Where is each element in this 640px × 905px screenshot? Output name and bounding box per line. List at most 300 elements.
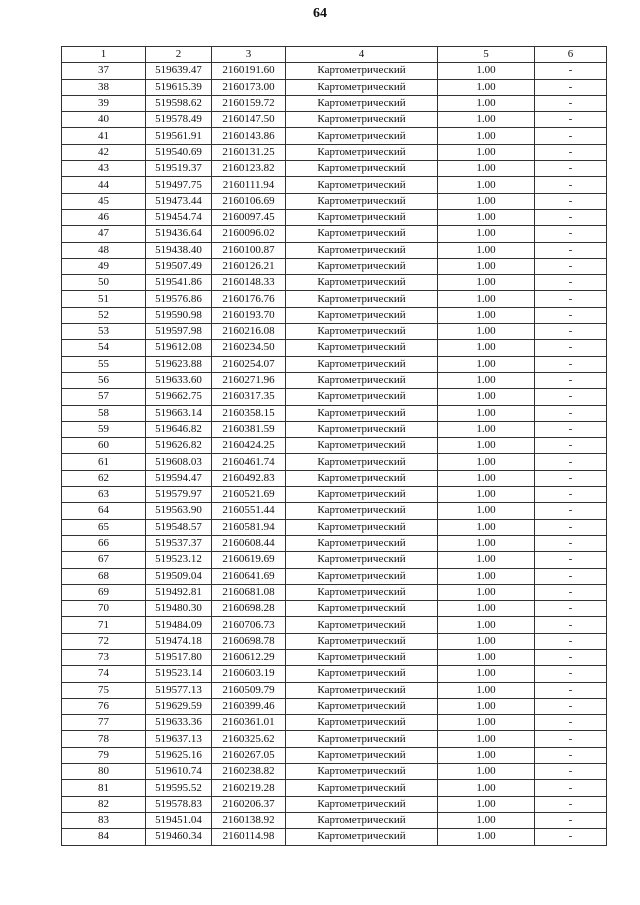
table-row <box>62 242 607 258</box>
point-number-cell: 50 <box>62 275 146 291</box>
method-cell: Картометрический <box>286 438 438 454</box>
table-row <box>62 389 607 405</box>
note-cell: - <box>535 601 607 617</box>
note-cell: - <box>535 503 607 519</box>
note-cell: - <box>535 470 607 486</box>
accuracy-cell: 1.00 <box>438 63 535 79</box>
accuracy-cell: 1.00 <box>438 487 535 503</box>
note-cell: - <box>535 438 607 454</box>
accuracy-cell: 1.00 <box>438 780 535 796</box>
method-cell: Картометрический <box>286 487 438 503</box>
x-coordinate-cell: 519561.91 <box>146 128 212 144</box>
y-coordinate-cell: 2160216.08 <box>212 324 286 340</box>
x-coordinate-cell: 519548.57 <box>146 519 212 535</box>
point-number-cell: 84 <box>62 829 146 845</box>
y-coordinate-cell: 2160612.29 <box>212 649 286 665</box>
method-cell: Картометрический <box>286 584 438 600</box>
table-row <box>62 552 607 568</box>
point-number-cell: 56 <box>62 372 146 388</box>
table-row <box>62 454 607 470</box>
table-row <box>62 438 607 454</box>
x-coordinate-cell: 519563.90 <box>146 503 212 519</box>
header-cell: 3 <box>212 47 286 63</box>
note-cell: - <box>535 177 607 193</box>
method-cell: Картометрический <box>286 519 438 535</box>
note-cell: - <box>535 389 607 405</box>
x-coordinate-cell: 519519.37 <box>146 161 212 177</box>
point-number-cell: 66 <box>62 535 146 551</box>
method-cell: Картометрический <box>286 617 438 633</box>
table-row <box>62 226 607 242</box>
header-cell: 1 <box>62 47 146 63</box>
note-cell: - <box>535 649 607 665</box>
x-coordinate-cell: 519541.86 <box>146 275 212 291</box>
method-cell: Картометрический <box>286 535 438 551</box>
point-number-cell: 61 <box>62 454 146 470</box>
table-row <box>62 601 607 617</box>
note-cell: - <box>535 324 607 340</box>
table-body <box>62 63 607 845</box>
method-cell: Картометрический <box>286 764 438 780</box>
point-number-cell: 65 <box>62 519 146 535</box>
accuracy-cell: 1.00 <box>438 389 535 405</box>
table-row <box>62 112 607 128</box>
note-cell: - <box>535 552 607 568</box>
accuracy-cell: 1.00 <box>438 193 535 209</box>
point-number-cell: 41 <box>62 128 146 144</box>
note-cell: - <box>535 698 607 714</box>
accuracy-cell: 1.00 <box>438 421 535 437</box>
method-cell: Картометрический <box>286 633 438 649</box>
method-cell: Картометрический <box>286 470 438 486</box>
x-coordinate-cell: 519579.97 <box>146 487 212 503</box>
y-coordinate-cell: 2160148.33 <box>212 275 286 291</box>
table-row <box>62 829 607 845</box>
point-number-cell: 78 <box>62 731 146 747</box>
accuracy-cell: 1.00 <box>438 731 535 747</box>
note-cell: - <box>535 128 607 144</box>
x-coordinate-cell: 519608.03 <box>146 454 212 470</box>
accuracy-cell: 1.00 <box>438 503 535 519</box>
x-coordinate-cell: 519633.60 <box>146 372 212 388</box>
table-row <box>62 340 607 356</box>
method-cell: Картометрический <box>286 666 438 682</box>
note-cell: - <box>535 666 607 682</box>
point-number-cell: 42 <box>62 144 146 160</box>
table-row <box>62 470 607 486</box>
y-coordinate-cell: 2160325.62 <box>212 731 286 747</box>
point-number-cell: 55 <box>62 356 146 372</box>
y-coordinate-cell: 2160106.69 <box>212 193 286 209</box>
accuracy-cell: 1.00 <box>438 796 535 812</box>
point-number-cell: 53 <box>62 324 146 340</box>
header-cell: 2 <box>146 47 212 63</box>
x-coordinate-cell: 519523.14 <box>146 666 212 682</box>
note-cell: - <box>535 144 607 160</box>
y-coordinate-cell: 2160111.94 <box>212 177 286 193</box>
note-cell: - <box>535 307 607 323</box>
table-row <box>62 372 607 388</box>
method-cell: Картометрический <box>286 209 438 225</box>
method-cell: Картометрический <box>286 780 438 796</box>
x-coordinate-cell: 519484.09 <box>146 617 212 633</box>
note-cell: - <box>535 454 607 470</box>
method-cell: Картометрический <box>286 503 438 519</box>
accuracy-cell: 1.00 <box>438 177 535 193</box>
accuracy-cell: 1.00 <box>438 242 535 258</box>
point-number-cell: 43 <box>62 161 146 177</box>
method-cell: Картометрический <box>286 698 438 714</box>
note-cell: - <box>535 617 607 633</box>
note-cell: - <box>535 63 607 79</box>
y-coordinate-cell: 2160100.87 <box>212 242 286 258</box>
note-cell: - <box>535 747 607 763</box>
y-coordinate-cell: 2160619.69 <box>212 552 286 568</box>
table-row <box>62 63 607 79</box>
table-row <box>62 275 607 291</box>
note-cell: - <box>535 584 607 600</box>
table-row <box>62 731 607 747</box>
method-cell: Картометрический <box>286 601 438 617</box>
point-number-cell: 45 <box>62 193 146 209</box>
x-coordinate-cell: 519577.13 <box>146 682 212 698</box>
page-number: 64 <box>313 6 327 21</box>
method-cell: Картометрический <box>286 112 438 128</box>
header-row <box>62 47 607 63</box>
x-coordinate-cell: 519492.81 <box>146 584 212 600</box>
y-coordinate-cell: 2160698.28 <box>212 601 286 617</box>
y-coordinate-cell: 2160271.96 <box>212 372 286 388</box>
y-coordinate-cell: 2160361.01 <box>212 715 286 731</box>
y-coordinate-cell: 2160358.15 <box>212 405 286 421</box>
x-coordinate-cell: 519610.74 <box>146 764 212 780</box>
y-coordinate-cell: 2160173.00 <box>212 79 286 95</box>
x-coordinate-cell: 519639.47 <box>146 63 212 79</box>
table-row <box>62 79 607 95</box>
accuracy-cell: 1.00 <box>438 747 535 763</box>
point-number-cell: 73 <box>62 649 146 665</box>
x-coordinate-cell: 519626.82 <box>146 438 212 454</box>
note-cell: - <box>535 535 607 551</box>
y-coordinate-cell: 2160131.25 <box>212 144 286 160</box>
x-coordinate-cell: 519509.04 <box>146 568 212 584</box>
x-coordinate-cell: 519662.75 <box>146 389 212 405</box>
table-row <box>62 715 607 731</box>
note-cell: - <box>535 731 607 747</box>
note-cell: - <box>535 193 607 209</box>
point-number-cell: 77 <box>62 715 146 731</box>
y-coordinate-cell: 2160254.07 <box>212 356 286 372</box>
point-number-cell: 63 <box>62 487 146 503</box>
note-cell: - <box>535 780 607 796</box>
method-cell: Картометрический <box>286 682 438 698</box>
y-coordinate-cell: 2160521.69 <box>212 487 286 503</box>
point-number-cell: 57 <box>62 389 146 405</box>
accuracy-cell: 1.00 <box>438 275 535 291</box>
table-row <box>62 796 607 812</box>
accuracy-cell: 1.00 <box>438 829 535 845</box>
x-coordinate-cell: 519629.59 <box>146 698 212 714</box>
accuracy-cell: 1.00 <box>438 226 535 242</box>
y-coordinate-cell: 2160097.45 <box>212 209 286 225</box>
method-cell: Картометрический <box>286 715 438 731</box>
note-cell: - <box>535 829 607 845</box>
point-number-cell: 70 <box>62 601 146 617</box>
method-cell: Картометрический <box>286 649 438 665</box>
x-coordinate-cell: 519507.49 <box>146 258 212 274</box>
note-cell: - <box>535 421 607 437</box>
accuracy-cell: 1.00 <box>438 649 535 665</box>
y-coordinate-cell: 2160096.02 <box>212 226 286 242</box>
table-row <box>62 356 607 372</box>
x-coordinate-cell: 519615.39 <box>146 79 212 95</box>
y-coordinate-cell: 2160608.44 <box>212 535 286 551</box>
y-coordinate-cell: 2160159.72 <box>212 95 286 111</box>
y-coordinate-cell: 2160603.19 <box>212 666 286 682</box>
note-cell: - <box>535 633 607 649</box>
note-cell: - <box>535 568 607 584</box>
table-row <box>62 519 607 535</box>
x-coordinate-cell: 519576.86 <box>146 291 212 307</box>
point-number-cell: 52 <box>62 307 146 323</box>
point-number-cell: 39 <box>62 95 146 111</box>
table-row <box>62 487 607 503</box>
y-coordinate-cell: 2160138.92 <box>212 812 286 828</box>
table-row <box>62 617 607 633</box>
y-coordinate-cell: 2160641.69 <box>212 568 286 584</box>
table-row <box>62 421 607 437</box>
note-cell: - <box>535 79 607 95</box>
point-number-cell: 48 <box>62 242 146 258</box>
header-cell: 5 <box>438 47 535 63</box>
method-cell: Картометрический <box>286 324 438 340</box>
method-cell: Картометрический <box>286 340 438 356</box>
accuracy-cell: 1.00 <box>438 324 535 340</box>
accuracy-cell: 1.00 <box>438 291 535 307</box>
y-coordinate-cell: 2160147.50 <box>212 112 286 128</box>
table-row <box>62 780 607 796</box>
x-coordinate-cell: 519523.12 <box>146 552 212 568</box>
y-coordinate-cell: 2160234.50 <box>212 340 286 356</box>
table-row <box>62 682 607 698</box>
table-row <box>62 95 607 111</box>
method-cell: Картометрический <box>286 177 438 193</box>
accuracy-cell: 1.00 <box>438 812 535 828</box>
x-coordinate-cell: 519474.18 <box>146 633 212 649</box>
table-header <box>62 47 607 63</box>
accuracy-cell: 1.00 <box>438 128 535 144</box>
y-coordinate-cell: 2160509.79 <box>212 682 286 698</box>
table-row <box>62 144 607 160</box>
note-cell: - <box>535 258 607 274</box>
accuracy-cell: 1.00 <box>438 340 535 356</box>
accuracy-cell: 1.00 <box>438 601 535 617</box>
y-coordinate-cell: 2160176.76 <box>212 291 286 307</box>
accuracy-cell: 1.00 <box>438 715 535 731</box>
point-number-cell: 80 <box>62 764 146 780</box>
table-row <box>62 177 607 193</box>
coordinates-table <box>61 46 607 846</box>
note-cell: - <box>535 356 607 372</box>
x-coordinate-cell: 519594.47 <box>146 470 212 486</box>
table-row <box>62 324 607 340</box>
accuracy-cell: 1.00 <box>438 633 535 649</box>
method-cell: Картометрический <box>286 161 438 177</box>
x-coordinate-cell: 519590.98 <box>146 307 212 323</box>
point-number-cell: 69 <box>62 584 146 600</box>
table-row <box>62 535 607 551</box>
accuracy-cell: 1.00 <box>438 372 535 388</box>
method-cell: Картометрический <box>286 405 438 421</box>
accuracy-cell: 1.00 <box>438 112 535 128</box>
table-row <box>62 193 607 209</box>
accuracy-cell: 1.00 <box>438 161 535 177</box>
x-coordinate-cell: 519578.83 <box>146 796 212 812</box>
x-coordinate-cell: 519578.49 <box>146 112 212 128</box>
accuracy-cell: 1.00 <box>438 617 535 633</box>
y-coordinate-cell: 2160206.37 <box>212 796 286 812</box>
x-coordinate-cell: 519451.04 <box>146 812 212 828</box>
x-coordinate-cell: 519454.74 <box>146 209 212 225</box>
accuracy-cell: 1.00 <box>438 584 535 600</box>
note-cell: - <box>535 519 607 535</box>
y-coordinate-cell: 2160399.46 <box>212 698 286 714</box>
method-cell: Картометрический <box>286 552 438 568</box>
x-coordinate-cell: 519473.44 <box>146 193 212 209</box>
accuracy-cell: 1.00 <box>438 470 535 486</box>
point-number-cell: 68 <box>62 568 146 584</box>
method-cell: Картометрический <box>286 258 438 274</box>
x-coordinate-cell: 519598.62 <box>146 95 212 111</box>
note-cell: - <box>535 405 607 421</box>
accuracy-cell: 1.00 <box>438 519 535 535</box>
accuracy-cell: 1.00 <box>438 438 535 454</box>
table-row <box>62 812 607 828</box>
y-coordinate-cell: 2160681.08 <box>212 584 286 600</box>
x-coordinate-cell: 519663.14 <box>146 405 212 421</box>
method-cell: Картометрический <box>286 128 438 144</box>
table-row <box>62 568 607 584</box>
point-number-cell: 81 <box>62 780 146 796</box>
method-cell: Картометрический <box>286 812 438 828</box>
x-coordinate-cell: 519460.34 <box>146 829 212 845</box>
note-cell: - <box>535 372 607 388</box>
y-coordinate-cell: 2160114.98 <box>212 829 286 845</box>
point-number-cell: 40 <box>62 112 146 128</box>
table-row <box>62 764 607 780</box>
y-coordinate-cell: 2160191.60 <box>212 63 286 79</box>
header-cell: 6 <box>535 47 607 63</box>
method-cell: Картометрический <box>286 291 438 307</box>
method-cell: Картометрический <box>286 356 438 372</box>
y-coordinate-cell: 2160706.73 <box>212 617 286 633</box>
table-row <box>62 258 607 274</box>
note-cell: - <box>535 95 607 111</box>
accuracy-cell: 1.00 <box>438 258 535 274</box>
note-cell: - <box>535 275 607 291</box>
table-row <box>62 584 607 600</box>
accuracy-cell: 1.00 <box>438 356 535 372</box>
accuracy-cell: 1.00 <box>438 568 535 584</box>
method-cell: Картометрический <box>286 747 438 763</box>
point-number-cell: 47 <box>62 226 146 242</box>
y-coordinate-cell: 2160238.82 <box>212 764 286 780</box>
table-row <box>62 291 607 307</box>
x-coordinate-cell: 519625.16 <box>146 747 212 763</box>
point-number-cell: 62 <box>62 470 146 486</box>
method-cell: Картометрический <box>286 731 438 747</box>
table-row <box>62 307 607 323</box>
point-number-cell: 37 <box>62 63 146 79</box>
note-cell: - <box>535 291 607 307</box>
note-cell: - <box>535 812 607 828</box>
accuracy-cell: 1.00 <box>438 698 535 714</box>
y-coordinate-cell: 2160123.82 <box>212 161 286 177</box>
method-cell: Картометрический <box>286 421 438 437</box>
note-cell: - <box>535 112 607 128</box>
point-number-cell: 60 <box>62 438 146 454</box>
note-cell: - <box>535 487 607 503</box>
method-cell: Картометрический <box>286 389 438 405</box>
y-coordinate-cell: 2160381.59 <box>212 421 286 437</box>
point-number-cell: 76 <box>62 698 146 714</box>
table-row <box>62 161 607 177</box>
x-coordinate-cell: 519517.80 <box>146 649 212 665</box>
x-coordinate-cell: 519497.75 <box>146 177 212 193</box>
point-number-cell: 72 <box>62 633 146 649</box>
x-coordinate-cell: 519646.82 <box>146 421 212 437</box>
note-cell: - <box>535 209 607 225</box>
x-coordinate-cell: 519540.69 <box>146 144 212 160</box>
point-number-cell: 71 <box>62 617 146 633</box>
x-coordinate-cell: 519612.08 <box>146 340 212 356</box>
note-cell: - <box>535 226 607 242</box>
y-coordinate-cell: 2160461.74 <box>212 454 286 470</box>
x-coordinate-cell: 519597.98 <box>146 324 212 340</box>
table-row <box>62 503 607 519</box>
accuracy-cell: 1.00 <box>438 552 535 568</box>
method-cell: Картометрический <box>286 372 438 388</box>
table-row <box>62 649 607 665</box>
point-number-cell: 83 <box>62 812 146 828</box>
note-cell: - <box>535 242 607 258</box>
point-number-cell: 38 <box>62 79 146 95</box>
method-cell: Картометрический <box>286 226 438 242</box>
method-cell: Картометрический <box>286 193 438 209</box>
accuracy-cell: 1.00 <box>438 209 535 225</box>
table-row <box>62 209 607 225</box>
accuracy-cell: 1.00 <box>438 307 535 323</box>
table-row <box>62 698 607 714</box>
method-cell: Картометрический <box>286 568 438 584</box>
method-cell: Картометрический <box>286 275 438 291</box>
point-number-cell: 51 <box>62 291 146 307</box>
y-coordinate-cell: 2160193.70 <box>212 307 286 323</box>
accuracy-cell: 1.00 <box>438 79 535 95</box>
note-cell: - <box>535 796 607 812</box>
accuracy-cell: 1.00 <box>438 666 535 682</box>
method-cell: Картометрический <box>286 63 438 79</box>
x-coordinate-cell: 519637.13 <box>146 731 212 747</box>
method-cell: Картометрический <box>286 307 438 323</box>
method-cell: Картометрический <box>286 454 438 470</box>
note-cell: - <box>535 715 607 731</box>
table-row <box>62 666 607 682</box>
y-coordinate-cell: 2160492.83 <box>212 470 286 486</box>
y-coordinate-cell: 2160581.94 <box>212 519 286 535</box>
point-number-cell: 54 <box>62 340 146 356</box>
y-coordinate-cell: 2160143.86 <box>212 128 286 144</box>
